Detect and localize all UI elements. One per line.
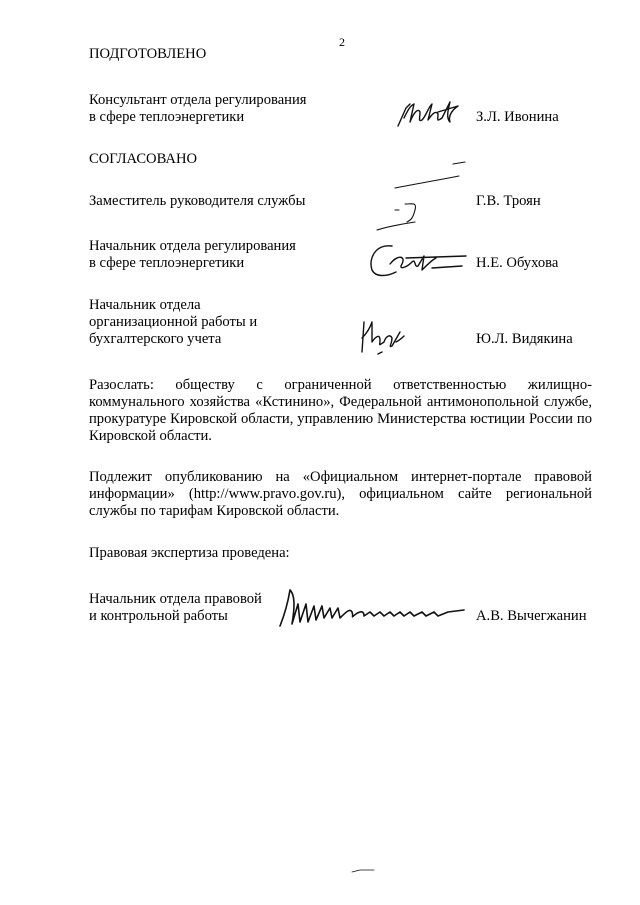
scan-mark [350,866,380,876]
signer-2-position-line-2: в сфере теплоэнергетики [89,255,245,271]
agreed-heading: СОГЛАСОВАНО [89,151,198,167]
prepared-position-line-2: в сфере теплоэнергетики [89,109,245,125]
prepared-name: З.Л. Ивонина [476,109,559,125]
legal-review-text: Правовая экспертиза проведена: [89,545,290,561]
signer-1-position-line-1: Заместитель руководителя службы [89,193,306,209]
legal-review-name: А.В. Вычегжанин [476,608,587,624]
signer-3-position-line-3: бухгалтерского учета [89,331,222,347]
legal-review-position-line-1: Начальник отдела правовой [89,591,262,607]
signature-vidyakina [356,312,416,356]
signature-troyan [355,160,475,240]
prepared-position-line-1: Консультант отдела регулирования [89,92,307,108]
prepared-heading: ПОДГОТОВЛЕНО [89,46,207,62]
distribution-list: Разослать: обществу с ограниченной ответственностью жилищно-коммунального хозяйства «Кстинино», Федеральной антимонопольной службе, прокуратуре Кировской области, управлению Министерства юстиции России по Кировской области. [89,377,592,444]
signer-3-position-line-1: Начальник отдела [89,297,201,313]
signer-1-name: Г.В. Троян [476,193,541,209]
legal-review-position-line-2: и контрольной работы [89,608,228,624]
signature-obukhova [362,238,472,282]
signer-3-position-line-2: организационной работы и [89,314,258,330]
signer-2-position-line-1: Начальник отдела регулирования [89,238,296,254]
signature-vychegzhanin [276,582,468,630]
signature-ivonina [392,96,472,132]
signer-2-name: Н.Е. Обухова [476,255,559,271]
page-number: 2 [339,35,345,49]
signer-3-name: Ю.Л. Видякина [476,331,573,347]
publication-note: Подлежит опубликованию на «Официальном интернет-портале правовой информации» (http://www.pravo.gov.ru), официальном сайте региональной службы по тарифам Кировской области. [89,469,592,519]
